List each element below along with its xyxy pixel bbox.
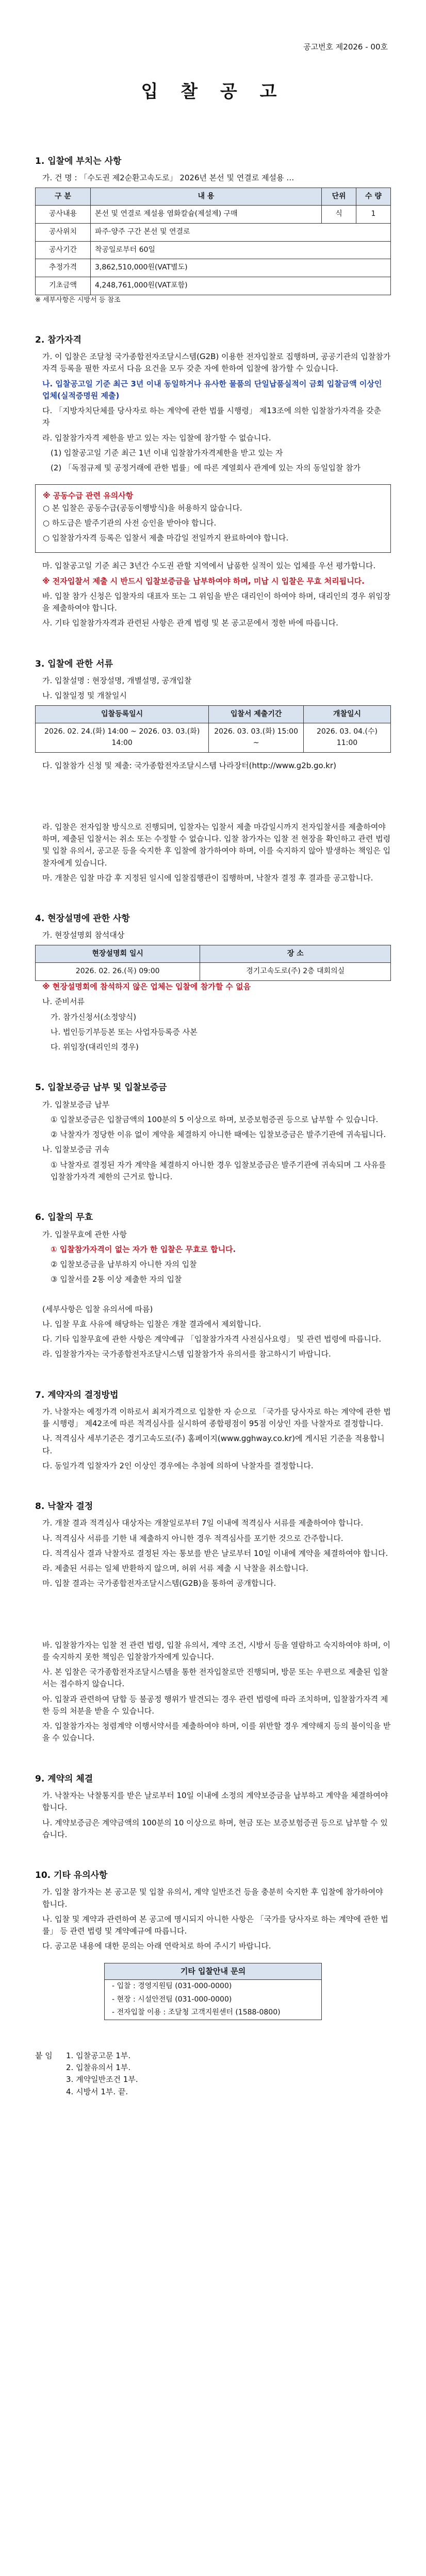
contact-line: - 현장 : 시설안전팀 (031-000-0000): [112, 1995, 232, 2004]
site-briefing-table: [35, 945, 391, 981]
overview-note: ※ 세부사항은 시방서 등 참조: [35, 296, 121, 304]
table-row: [36, 963, 391, 981]
invalid-warning: ① 입찰참가자격이 없는 자가 한 입찰은 무효로 합니다.: [51, 1244, 236, 1254]
attachments-label: 붙 임: [35, 2050, 53, 2060]
section-6-heading: 6. 입찰의 무효: [35, 1212, 93, 1223]
list-item: 다. 공고문 내용에 대한 문의는 아래 연락처로 하여 주시기 바랍니다.: [42, 1941, 271, 1951]
section-7-heading: 7. 계약자의 결정방법: [35, 1389, 119, 1400]
docs-line: 다. 입찰참가 신청 및 제출: 국가종합전자조달시스템 나라장터(http://www.g2b.go.kr): [42, 760, 336, 770]
table-cell: 공사기간: [36, 241, 91, 259]
eligibility-para: 바. 입찰 참가 신청은 입찰자의 대표자 또는 그 위임을 받은 대리인이 하여야 하며, 대리인의 경우 위임장을 제출하여야 합니다.: [42, 591, 391, 613]
winner-para: 사. 본 입찰은 국가종합전자조달시스템을 통한 전자입찰로만 진행되며, 방문 또는 우편으로 제출된 입찰서는 접수하지 않습니다.: [42, 1667, 388, 1689]
schedule-header-cell: 개찰일시: [303, 705, 390, 723]
table-cell: 2026. 02. 26.(목) 09:00: [36, 963, 200, 981]
table-cell: 4,248,761,000원(VAT포함): [91, 277, 391, 295]
table-cell: 2026. 03. 03.(화) 15:00 ~: [209, 723, 304, 752]
attachment-item: 1. 입찰공고문 1부.: [66, 2050, 131, 2060]
section-10-heading: 10. 기타 유의사항: [35, 1870, 108, 1881]
section-5-heading: 5. 입찰보증금 납부 및 입찰보증금: [35, 1082, 167, 1093]
overview-header-cell: 단위: [322, 188, 356, 206]
table-row: [36, 223, 391, 241]
deposit-para: ② 낙찰자가 정당한 이유 없이 계약을 체결하지 아니한 때에는 입찰보증금은 발주기관에 귀속됩니다.: [51, 1130, 386, 1140]
contract-para: 가. 낙찰자는 낙찰통지를 받은 날로부터 10일 이내에 소정의 계약보증금을 납부하고 계약을 체결하여야 합니다.: [42, 1791, 388, 1812]
deposit-warning: ※ 전자입찰서 제출 시 반드시 입찰보증금을 납부하여야 하며, 미납 시 입찰은 무효 처리됩니다.: [42, 576, 365, 586]
list-item: 가. 개찰 결과 적격심사 대상자는 개찰일로부터 7일 이내에 적격심사 서류를 제출하여야 합니다.: [42, 1518, 364, 1528]
schedule-header-cell: 입찰서 제출기간: [209, 705, 304, 723]
overview-table: [35, 188, 391, 295]
page-title: 입 찰 공 고: [141, 81, 285, 102]
section-2-heading: 2. 참가자격: [35, 334, 81, 345]
attachment-item: 4. 시방서 1부. 끝.: [66, 2087, 128, 2096]
eligibility-para: (1) 입찰공고일 기준 최근 1년 이내 입찰참가자격제한을 받고 있는 자: [51, 448, 283, 457]
bid-procedure-para: 라. 입찰은 전자입찰 방식으로 진행되며, 입찰자는 입찰서 제출 마감일시까지 전자입찰서를 제출하여야 하며, 제출된 입찰서는 취소 또는 수정할 수 없습니다. 입찰 참가자는 입찰 전 현장을 확인하고 관련 법령 및 입찰 유의서, 공고문 등을 숙지한 후 입찰에 참가하여야 하며, 이를 숙지하지 않아 발생하는 책임은 입찰자에게 있습니다.: [42, 822, 391, 868]
award-para: 가. 낙찰자는 예정가격 이하로서 최저가격으로 입찰한 자 순으로 「국가를 당사자로 하는 계약에 관한 법률 시행령」 제42조에 따른 적격심사를 실시하여 종합평점이 95점 이상인 자를 낙찰자로 결정합니다.: [42, 1406, 391, 1429]
eligibility-para: 사. 기타 입찰참가자격과 관련된 사항은 관계 법령 및 본 공고문에서 정한 바에 따릅니다.: [42, 618, 338, 628]
winner-para: 자. 입찰참가자는 청렴계약 이행서약서를 제출하여야 하며, 이를 위반할 경우 계약해지 등의 불이익을 받을 수 있습니다.: [42, 1721, 391, 1743]
docs-line: 나. 입찰일정 및 개찰일시: [42, 691, 127, 701]
notice-number: 공고번호 제2026 - 00호: [303, 42, 388, 52]
invalid-line: (세부사항은 입찰 유의서에 따름): [42, 1304, 153, 1314]
award-para: 다. 동일가격 입찰자가 2인 이상인 경우에는 추첨에 의하여 낙찰자를 결정합니다.: [42, 1461, 314, 1470]
schedule-header-cell: 입찰등록일시: [36, 705, 209, 723]
attachments: [35, 2050, 391, 2098]
table-row: [36, 241, 391, 259]
invalid-line: 나. 입찰 무효 사유에 해당하는 입찰은 개찰 결과에서 제외합니다.: [42, 1319, 261, 1329]
deposit-line: 나. 입찰보증금 귀속: [42, 1145, 110, 1155]
table-cell: 경기고속도로(주) 2층 대회의실: [200, 963, 391, 981]
briefing-header-cell: 장 소: [200, 945, 391, 963]
list-item: 다. 위임장(대리인의 경우): [51, 1042, 139, 1052]
eligibility-para: 나. 입찰공고일 기준 최근 3년 이내 동일하거나 유사한 물품의 단일납품실적이 금회 입찰금액 이상인 업체(실적증명원 제출): [42, 379, 382, 400]
list-item: 가. 참가신청서(소정양식): [51, 1012, 137, 1022]
box-line: ○ 입찰참가자격 등록은 입찰서 제출 마감일 전일까지 완료하여야 합니다.: [43, 533, 289, 543]
section-1-heading: 1. 입찰에 부치는 사항: [35, 156, 122, 166]
contact-line: - 입찰 : 경영지원팀 (031-000-0000): [112, 1981, 232, 1990]
table-cell: 착공일로부터 60일: [91, 241, 391, 259]
table-cell: 본선 및 연결로 제설용 염화칼슘(제설제) 구매: [91, 206, 322, 224]
list-item: ③ 입찰서를 2통 이상 제출한 자의 입찰: [51, 1275, 182, 1284]
table-cell: 파주·양주 구간 본선 및 연결로: [91, 223, 391, 241]
briefing-header-cell: 현장설명회 일시: [36, 945, 200, 963]
section-8-heading: 8. 낙찰자 결정: [35, 1501, 93, 1512]
notice-body: [35, 155, 391, 2098]
overview-header-cell: 구 분: [36, 188, 91, 206]
contact-line: - 전자입찰 이용 : 조달청 고객지원센터 (1588-0800): [112, 2008, 281, 2017]
award-para: 나. 적격심사 세부기준은 경기고속도로(주) 홈페이지(www.gghway.co.kr)에 게시된 기준을 적용합니다.: [42, 1434, 385, 1455]
list-item: 다. 적격심사 결과 낙찰자로 결정된 자는 통보를 받은 날로부터 10일 이내에 계약을 체결하여야 합니다.: [42, 1548, 388, 1558]
attachment-item: 3. 계약일반조건 1부.: [66, 2075, 138, 2084]
table-cell: 2026. 02. 24.(화) 14:00 ~ 2026. 03. 03.(화) 14:00: [36, 723, 209, 752]
contract-para: 나. 계약보증금은 계약금액의 100분의 10 이상으로 하며, 현금 또는 보증보험증권 등으로 납부할 수 있습니다.: [42, 1818, 388, 1839]
deposit-para: ① 입찰보증금은 입찰금액의 100분의 5 이상으로 하며, 보증보험증권 등으로 납부할 수 있습니다.: [51, 1114, 379, 1124]
list-item: 나. 적격심사 서류를 기한 내 제출하지 아니한 경우 적격심사를 포기한 것으로 간주합니다.: [42, 1533, 343, 1543]
table-cell: 2026. 03. 04.(수) 11:00: [303, 723, 390, 752]
deposit-para: ① 낙찰자로 결정된 자가 계약을 체결하지 아니한 경우 입찰보증금은 발주기관에 귀속되며 그 사유를 입찰참가자격 제한의 근거로 합니다.: [51, 1160, 386, 1181]
table-cell: 공사위치: [36, 223, 91, 241]
table-cell: 식: [322, 206, 356, 224]
winner-para: 아. 입찰과 관련하여 담합 등 불공정 행위가 발견되는 경우 관련 법령에 따라 조치하며, 입찰참가자격 제한 등의 처분을 받을 수 있습니다.: [42, 1694, 388, 1716]
subject-line: 가. 건 명 : 「수도권 제2순환고속도로」 2026년 본선 및 연결로 제설용 …: [42, 173, 294, 183]
site-briefing-line: 나. 준비서류: [42, 997, 85, 1007]
box-line: ○ 하도급은 발주기관의 사전 승인을 받아야 합니다.: [43, 518, 217, 528]
list-item: 마. 입찰 결과는 국가종합전자조달시스템(G2B)을 통하여 공개합니다.: [42, 1579, 276, 1588]
site-briefing-line: 가. 현장설명회 참석대상: [42, 930, 125, 940]
invalid-line: 가. 입찰무효에 관한 사항: [42, 1229, 127, 1239]
section-3-heading: 3. 입찰에 관한 서류: [35, 658, 113, 669]
eligibility-para: 라. 입찰참가자격 제한을 받고 있는 자는 입찰에 참가할 수 없습니다.: [42, 433, 271, 443]
list-item: 라. 제출된 서류는 일체 반환하지 않으며, 허위 서류 제출 시 낙찰을 취소합니다.: [42, 1564, 308, 1573]
overview-header-cell: 내 용: [91, 188, 322, 206]
table-row: [36, 723, 391, 752]
briefing-warning: ※ 현장설명회에 참석하지 않은 업체는 입찰에 참가할 수 없음: [42, 982, 251, 992]
list-item: 가. 입찰 참가자는 본 공고문 및 입찰 유의서, 계약 일반조건 등을 충분히 숙지한 후 입찰에 참가하여야 합니다.: [42, 1887, 383, 1909]
eligibility-para: 다. 「지방자치단체를 당사자로 하는 계약에 관한 법률 시행령」 제13조에 의한 입찰참가자격을 갖춘 자: [42, 406, 381, 428]
table-row: [36, 277, 391, 295]
section-4-heading: 4. 현장설명에 관한 사항: [35, 913, 130, 924]
deposit-line: 가. 입찰보증금 납부: [42, 1099, 110, 1109]
contact-box: [104, 1963, 322, 2020]
eligibility-para: 가. 이 입찰은 조달청 국가종합전자조달시스템(G2B) 이용한 전자입찰로 집행하며, 공공기관의 입찰참가자격 등록을 필한 자로서 다음 요건을 모두 갖춘 자에 한하여 입찰에 참가할 수 있습니다.: [42, 352, 391, 374]
invalid-line: 라. 입찰참가자는 국가종합전자조달시스템 입찰참가자 유의서를 참고하시기 바랍니다.: [42, 1349, 331, 1359]
table-row: [36, 259, 391, 277]
winner-para: 바. 입찰참가자는 입찰 전 관련 법령, 입찰 유의서, 계약 조건, 시방서 등을 열람하고 숙지하여야 하며, 이를 숙지하지 못한 책임은 입찰참가자에게 있습니다.: [42, 1640, 390, 1662]
bid-procedure-para: 마. 개찰은 입찰 마감 후 지정된 일시에 입찰집행관이 집행하며, 낙찰자 결정 후 결과를 공고합니다.: [42, 873, 373, 883]
docs-line: 가. 입찰설명 : 현장설명, 개별설명, 공개입찰: [42, 676, 192, 686]
section-9-heading: 9. 계약의 체결: [35, 1773, 93, 1784]
eligibility-para: (2) 「독점규제 및 공정거래에 관한 법률」에 따른 계열회사 관계에 있는 자의 동일입찰 참가: [51, 463, 361, 473]
table-cell: 기초금액: [36, 277, 91, 295]
eligibility-para: 마. 입찰공고일 기준 최근 3년간 수도권 관할 지역에서 납품한 실적이 있는 업체를 우선 평가합니다.: [42, 561, 376, 571]
table-cell: 1: [356, 206, 391, 224]
list-item: 나. 법인등기부등본 또는 사업자등록증 사본: [51, 1027, 198, 1037]
box-line: ○ 본 입찰은 공동수급(공동이행방식)을 허용하지 않습니다.: [43, 503, 242, 513]
schedule-table: [35, 705, 391, 753]
table-cell: 3,862,510,000원(VAT별도): [91, 259, 391, 277]
joint-contract-notice-box: [35, 484, 391, 553]
box-title: ※ 공동수급 관련 유의사항: [43, 491, 134, 501]
overview-header-cell: 수 량: [356, 188, 391, 206]
table-cell: 추정가격: [36, 259, 91, 277]
contact-box-title: 기타 입찰안내 문의: [105, 1963, 321, 1980]
table-row: [36, 206, 391, 224]
attachment-item: 2. 입찰유의서 1부.: [66, 2063, 131, 2073]
list-item: 나. 입찰 및 계약과 관련하여 본 공고에 명시되지 아니한 사항은 「국가를 당사자로 하는 계약에 관한 법률」 등 관련 법령 및 계약예규에 따릅니다.: [42, 1914, 388, 1936]
table-cell: 공사내용: [36, 206, 91, 224]
list-item: ② 입찰보증금을 납부하지 아니한 자의 입찰: [51, 1260, 197, 1269]
invalid-line: 다. 기타 입찰무효에 관한 사항은 계약예규 「입찰참가자격 사전심사요령」 및 관련 법령에 따릅니다.: [42, 1334, 382, 1344]
